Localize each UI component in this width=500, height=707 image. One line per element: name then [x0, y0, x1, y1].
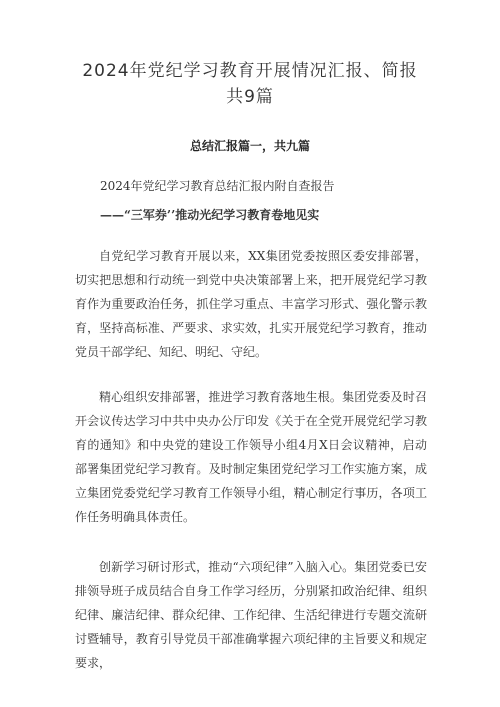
paragraph: 创新学习研讨形式，推动“六项纪律”入脑入心。集团党委已安排领导班子成员结合自身工作学习经历，分别紧扣政治纪律、组织纪律、廉洁纪律、群众纪律、工作纪律、生活纪律进行专题交流研讨暨辅导，教育引导党员干部准确掌握六项纪律的主旨要义和规定要求，: [75, 560, 427, 670]
section-heading: 总结汇报篇一，共九篇: [189, 139, 310, 153]
document-title: [60, 58, 440, 110]
title-line-2: 共9篇: [226, 87, 274, 107]
report-subtitle: ——“三军券’’推动光纪学习教育卷地见实: [100, 208, 320, 222]
paragraph: 自党纪学习教育开展以来，XX集团党委按照区委安排部署，切实把思想和行动统一到党中央决策部署上来，把开展党纪学习教育作为重要政治任务，抓住学习重点、丰富学习形式、强化警示教育，坚持高标准、严要求、求实效，扎实开展党纪学习教育，推动党员干部学纪、知纪、明纪、守纪。: [75, 249, 427, 359]
title-line-1: 2024年党纪学习教育开展情况汇报、简报: [82, 61, 418, 81]
report-title: 2024年党纪学习教育总结汇报内附自查报告: [100, 179, 335, 193]
paragraph: 精心组织安排部署，推进学习教育落地生根。集团党委及时召开会议传达学习中共中央办公厅印发《关于在全党开展党纪学习教育的通知》和中央党的建设工作领导小组4月X日会议精神，启动部署集团党纪学习教育。及时制定集团党纪学习工作实施方案，成立集团党委党纪学习教育工作领导小组，精心制定行事历，各项工作任务明确具体责任。: [75, 390, 427, 524]
